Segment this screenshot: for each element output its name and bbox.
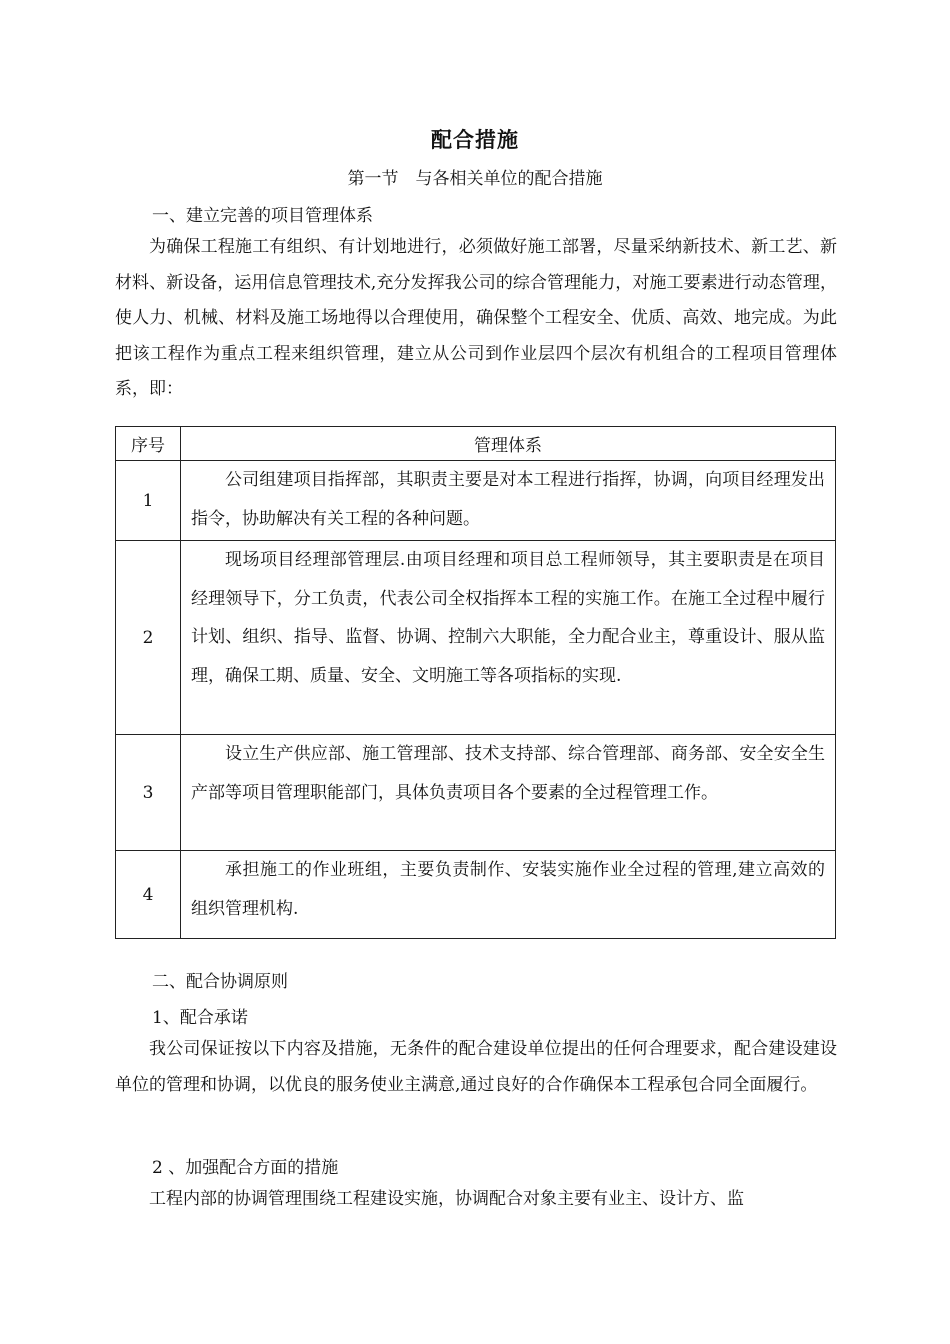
row-number: 3 xyxy=(116,735,181,851)
document-title: 配合措施 xyxy=(431,127,519,152)
part2-sub1-paragraph: 我公司保证按以下内容及措施，无条件的配合建设单位提出的任何合理要求，配合建设建设单位的管理和协调，以优良的服务使业主满意,通过良好的合作确保本工程承包合同全面履行。 xyxy=(115,1039,837,1095)
row-content xyxy=(181,735,836,851)
row-number: 2 xyxy=(116,541,181,735)
table-header-number: 序号 xyxy=(116,427,181,461)
section-title: 第一节 与各相关单位的配合措施 xyxy=(347,169,603,189)
table-row xyxy=(116,735,836,851)
row-number: 1 xyxy=(116,461,181,541)
row-content xyxy=(181,541,836,735)
management-system-table xyxy=(115,426,836,939)
table-row xyxy=(116,541,836,735)
row-text: 现场项目经理部管理层.由项目经理和项目总工程师领导，其主要职责是在项目经理领导下，分工负责，代表公司全权指挥本工程的实施工作。在施工全过程中履行计划、组织、指导、监督、协调、控制六大职能，全力配合业主，尊重设计、服从监理，确保工期、质量、安全、文明施工等各项指标的实现. xyxy=(191,550,825,686)
part1-heading: 一、建立完善的项目管理体系 xyxy=(152,206,373,226)
part1-paragraph: 为确保工程施工有组织、有计划地进行，必须做好施工部署，尽量采纳新技术、新工艺、新材料、新设备，运用信息管理技术,充分发挥我公司的综合管理能力，对施工要素进行动态管理，使人力、机械、材料及施工场地得以合理使用，确保整个工程安全、优质、高效、地完成。为此把该工程作为重点工程来组织管理，建立从公司到作业层四个层次有机组合的工程项目管理体系，即： xyxy=(115,237,837,399)
row-text: 公司组建项目指挥部，其职责主要是对本工程进行指挥，协调，向项目经理发出指令，协助解决有关工程的各种问题。 xyxy=(191,470,825,529)
table-row xyxy=(116,851,836,939)
row-text: 设立生产供应部、施工管理部、技术支持部、综合管理部、商务部、安全安全生产部等项目管理职能部门，具体负责项目各个要素的全过程管理工作。 xyxy=(191,744,825,803)
row-number: 4 xyxy=(116,851,181,939)
row-content xyxy=(181,851,836,939)
part2-sub2-paragraph: 工程内部的协调管理围绕工程建设实施，协调配合对象主要有业主、设计方、监 xyxy=(149,1189,744,1209)
table-row xyxy=(116,461,836,541)
table-header-system: 管理体系 xyxy=(181,427,836,461)
part2-heading: 二、配合协调原则 xyxy=(152,972,288,992)
row-text: 承担施工的作业班组，主要负责制作、安装实施作业全过程的管理,建立高效的组织管理机构. xyxy=(191,860,825,919)
part2-sub2-heading: 2 、加强配合方面的措施 xyxy=(152,1158,339,1178)
part2-sub1-heading: 1、配合承诺 xyxy=(152,1008,248,1028)
row-content xyxy=(181,461,836,541)
table-header-row xyxy=(116,427,836,461)
